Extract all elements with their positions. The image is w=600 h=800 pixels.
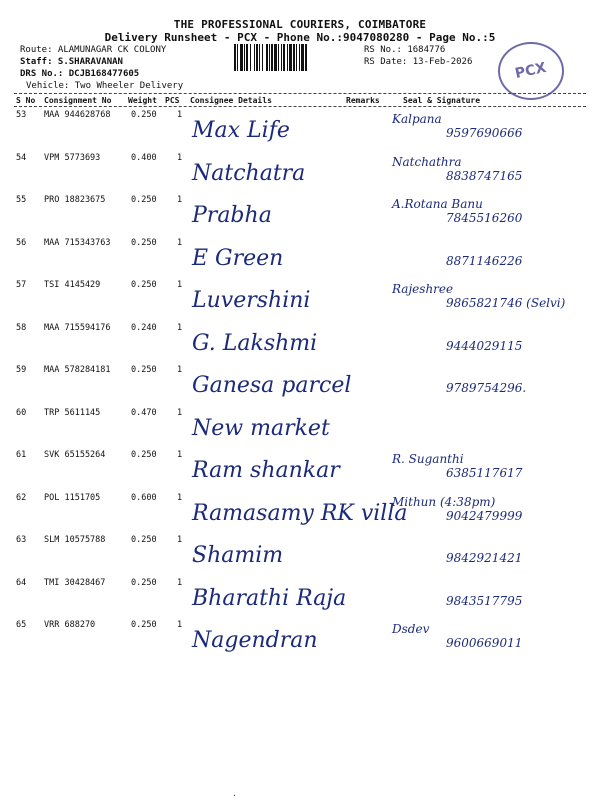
row-pcs: 1: [177, 450, 183, 460]
row-sno: 53: [16, 110, 27, 120]
row-consignment-no: MAA 715594176: [44, 322, 111, 333]
row-sno: 57: [16, 280, 27, 290]
row-phone-handwritten: 9600669011: [446, 636, 523, 650]
col-consignee: Consignee Details: [190, 96, 272, 105]
row-consignment-no: POL 1151705: [44, 492, 101, 503]
row-signature: R. Suganthi: [392, 452, 464, 466]
row-sno: 64: [16, 577, 27, 588]
row-consignment-no: TSI 4145429: [44, 280, 101, 290]
row-consignment-no: PRO 18823675: [44, 195, 106, 205]
row-sno: 63: [16, 535, 27, 545]
route-label: Route: ALAMUNAGAR CK COLONY: [20, 45, 167, 55]
row-weight: 0.250: [131, 280, 157, 290]
row-weight: 0.240: [131, 322, 157, 333]
drs-number: DRS No.: DCJB168477605: [20, 69, 140, 79]
row-consignment-no: SLM 10575788: [44, 535, 106, 545]
row-phone-handwritten: 8871146226: [446, 253, 523, 268]
row-sno: 56: [16, 237, 27, 248]
row-pcs: 1: [177, 322, 183, 333]
row-consignment-no: MAA 944628768: [44, 110, 111, 120]
row-phone-handwritten: 8838747165: [446, 168, 523, 183]
col-weight: Weight: [128, 96, 157, 105]
col-consignment: Consignment No: [44, 96, 112, 105]
row-weight: 0.250: [131, 620, 157, 630]
row-sno: 58: [16, 322, 27, 333]
row-sno: 55: [16, 195, 27, 205]
row-signature: Natchathra: [392, 154, 462, 169]
pcx-stamp: [498, 42, 564, 100]
row-consignment-no: VPM 5773693: [44, 152, 101, 163]
row-weight: 0.600: [131, 492, 157, 503]
row-consignee-handwritten: Shamim: [192, 543, 284, 568]
row-consignee-handwritten: G. Lakshmi: [192, 330, 318, 356]
header-bottom-rule: [14, 106, 586, 107]
col-pcs: PCS: [165, 96, 180, 105]
footer-mark: ·: [232, 791, 237, 800]
row-sno: 61: [16, 450, 27, 460]
col-seal-signature: Seal & Signature: [403, 96, 481, 105]
row-phone-handwritten: 9597690666: [446, 126, 523, 140]
row-consignee-handwritten: Bharathi Raja: [192, 585, 347, 611]
row-sno: 59: [16, 365, 27, 375]
row-weight: 0.250: [131, 365, 157, 375]
row-consignee-handwritten: Ram shankar: [192, 458, 340, 483]
row-signature: Kalpana: [392, 112, 442, 126]
document-subtitle: Delivery Runsheet - PCX - Phone No.:9047080280 - Page No.:5: [104, 31, 496, 44]
row-weight: 0.250: [131, 450, 157, 460]
row-phone-handwritten: 9789754296.: [446, 381, 527, 395]
stamp-text: PCX: [514, 59, 548, 83]
barcode-icon: [234, 44, 358, 71]
row-consignee-handwritten: Nagendran: [192, 628, 318, 653]
row-consignment-no: MAA 715343763: [44, 237, 111, 248]
row-consignment-no: TRP 5611145: [44, 407, 101, 418]
row-consignee-handwritten: New market: [192, 415, 330, 441]
row-phone-handwritten: 9444029115: [446, 338, 523, 353]
row-signature: Dsdev: [392, 622, 430, 636]
row-signature: A.Rotana Banu: [392, 197, 483, 211]
row-consignee-handwritten: Prabha: [192, 203, 272, 228]
row-pcs: 1: [177, 110, 183, 120]
rs-number: RS No.: 1684776: [364, 45, 446, 55]
row-pcs: 1: [177, 492, 183, 503]
row-consignee-handwritten: Natchatra: [192, 160, 306, 186]
row-weight: 0.400: [131, 152, 157, 163]
row-pcs: 1: [177, 577, 183, 588]
row-pcs: 1: [177, 152, 183, 163]
row-consignment-no: MAA 578284181: [44, 365, 111, 375]
col-sno: S No: [16, 96, 36, 105]
header-top-rule: [14, 93, 586, 94]
row-pcs: 1: [177, 195, 183, 205]
row-consignee-handwritten: Ganesa parcel: [192, 373, 352, 398]
row-sno: 54: [16, 152, 27, 163]
row-phone-handwritten: 6385117617: [446, 466, 523, 480]
document-title: THE PROFESSIONAL COURIERS, COIMBATORE: [173, 18, 427, 31]
row-sno: 60: [16, 407, 27, 418]
row-pcs: 1: [177, 365, 183, 375]
row-sno: 62: [16, 492, 27, 503]
row-consignee-handwritten: Luvershini: [192, 288, 311, 313]
row-phone-handwritten: 9843517795: [446, 593, 523, 608]
row-consignee-handwritten: Max Life: [192, 118, 290, 143]
row-weight: 0.470: [131, 407, 157, 418]
row-pcs: 1: [177, 407, 183, 418]
row-consignment-no: TMI 30428467: [44, 577, 106, 588]
row-signature: Rajeshree: [392, 282, 454, 296]
row-signature: Mithun (4:38pm): [392, 494, 496, 509]
rs-date: RS Date: 13-Feb-2026: [364, 57, 473, 67]
row-pcs: 1: [177, 237, 183, 248]
row-weight: 0.250: [131, 535, 157, 545]
row-weight: 0.250: [131, 577, 157, 588]
row-pcs: 1: [177, 620, 183, 630]
row-consignment-no: SVK 65155264: [44, 450, 106, 460]
row-phone-handwritten: 9865821746 (Selvi): [446, 296, 566, 310]
col-remarks: Remarks: [346, 96, 380, 105]
row-pcs: 1: [177, 280, 183, 290]
row-sno: 65: [16, 620, 27, 630]
row-weight: 0.250: [131, 195, 157, 205]
vehicle-label: Vehicle: Two Wheeler Delivery: [26, 81, 184, 91]
row-weight: 0.250: [131, 237, 157, 248]
row-pcs: 1: [177, 535, 183, 545]
row-consignment-no: VRR 688270: [44, 620, 96, 630]
staff-label: Staff: S.SHARAVANAN: [20, 57, 123, 67]
row-phone-handwritten: 9842921421: [446, 551, 523, 565]
row-phone-handwritten: 9042479999: [446, 508, 523, 523]
row-phone-handwritten: 7845516260: [446, 211, 523, 225]
row-consignee-handwritten: E Green: [192, 245, 284, 271]
row-weight: 0.250: [131, 110, 157, 120]
row-consignee-handwritten: Ramasamy RK villa: [192, 500, 408, 526]
